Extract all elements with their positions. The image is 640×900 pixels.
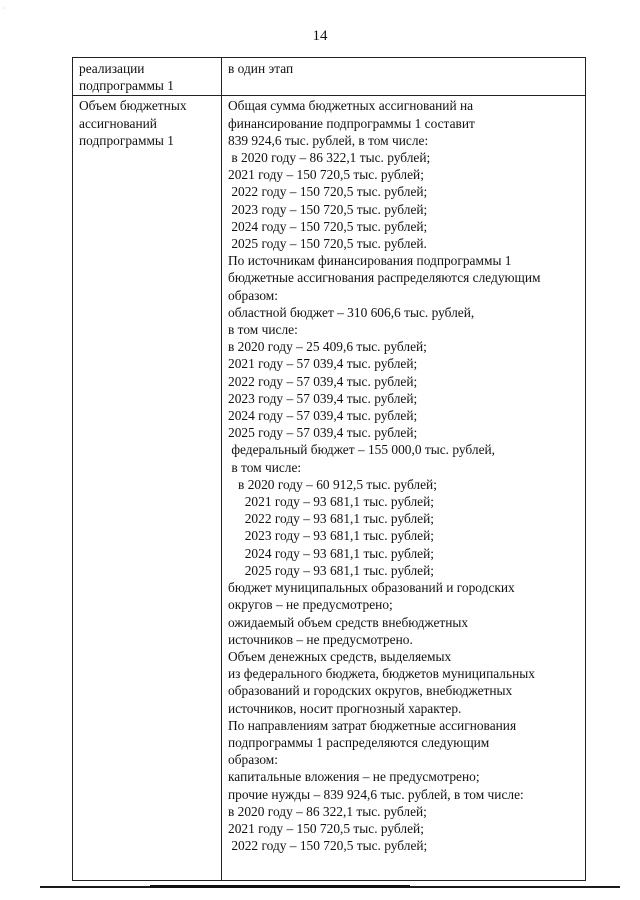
budget-line: в 2020 году – 60 912,5 тыс. рублей; (228, 476, 437, 492)
budget-line: 2024 году – 150 720,5 тыс. рублей; (228, 218, 428, 234)
budget-line: образом: (228, 287, 278, 303)
budget-line: в 2020 году – 25 409,6 тыс. рублей; (228, 339, 427, 355)
budget-line: бюджетные ассигнования распределяются следующим (228, 270, 541, 286)
row2-right-cell (222, 96, 586, 881)
budget-line: 2021 году – 150 720,5 тыс. рублей; (228, 820, 424, 836)
budget-line: областной бюджет – 310 606,6 тыс. рублей, (228, 304, 475, 320)
page-number: 14 (312, 28, 328, 44)
budget-line: Общая сумма бюджетных ассигнований на (228, 98, 474, 114)
row1-left-line: подпрограммы 1 (79, 78, 174, 94)
budget-line: 839 924,6 тыс. рублей, в том числе: (228, 132, 429, 148)
table-row-budget-volume (73, 96, 586, 881)
row2-left-cell (73, 96, 222, 881)
budget-line: 2023 году – 93 681,1 тыс. рублей; (228, 528, 434, 544)
budget-line: 2023 году – 150 720,5 тыс. рублей; (228, 201, 428, 217)
budget-line: капитальные вложения – не предусмотрено; (228, 769, 480, 785)
budget-line: 2025 году – 150 720,5 тыс. рублей. (228, 236, 427, 252)
row1-right-cell (222, 58, 586, 96)
budget-line: 2024 году – 93 681,1 тыс. рублей; (228, 545, 434, 561)
budget-line: 2023 году – 57 039,4 тыс. рублей; (228, 390, 418, 406)
row1-left-line: реализации (79, 61, 145, 76)
budget-line: 2021 году – 57 039,4 тыс. рублей; (228, 356, 418, 372)
budget-line: финансирование подпрограммы 1 составит (228, 115, 475, 131)
budget-line: бюджет муниципальных образований и городских (228, 580, 515, 596)
budget-line: в 2020 году – 86 322,1 тыс. рублей; (228, 803, 427, 819)
row2-left-line: подпрограммы 1 (79, 132, 174, 148)
footer-divider-thick (150, 885, 410, 888)
table-row-implementation (73, 58, 586, 96)
budget-line: 2021 году – 150 720,5 тыс. рублей; (228, 167, 424, 183)
budget-line: 2022 году – 57 039,4 тыс. рублей; (228, 373, 418, 389)
budget-line: По источникам финансирования подпрограммы 1 (228, 253, 512, 269)
budget-line: прочие нужды – 839 924,6 тыс. рублей, в том числе: (228, 786, 524, 802)
budget-line: образом: (228, 752, 278, 768)
row1-left-cell (73, 58, 222, 96)
budget-line: в том числе: (228, 322, 298, 338)
budget-line: в том числе: (228, 459, 302, 475)
budget-line: ожидаемый объем средств внебюджетных (228, 614, 469, 630)
budget-line: 2022 году – 93 681,1 тыс. рублей; (228, 511, 434, 527)
budget-line: подпрограммы 1 распределяются следующим (228, 734, 490, 750)
budget-line: образований и городских округов, внебюджетных (228, 683, 513, 699)
budget-line: 2024 году – 57 039,4 тыс. рублей; (228, 408, 418, 424)
row2-left-line: Объем бюджетных (79, 98, 187, 114)
budget-table (72, 57, 586, 881)
budget-line: Объем денежных средств, выделяемых (228, 648, 452, 664)
budget-line: 2021 году – 93 681,1 тыс. рублей; (228, 494, 434, 510)
budget-line: округов – не предусмотрено; (228, 597, 393, 613)
budget-line: источников – не предусмотрено. (228, 631, 413, 647)
budget-line: 2022 году – 150 720,5 тыс. рублей; (228, 184, 428, 200)
budget-line: 2025 году – 57 039,4 тыс. рублей; (228, 425, 418, 441)
row2-left-line: ассигнований (79, 115, 157, 131)
row1-right-line: в один этап (228, 61, 294, 76)
scan-artifact: · (2, 4, 5, 13)
budget-line: 2025 году – 93 681,1 тыс. рублей; (228, 562, 434, 578)
budget-line: 2022 году – 150 720,5 тыс. рублей; (228, 838, 428, 854)
budget-line: По направлениям затрат бюджетные ассигнования (228, 717, 517, 733)
budget-line: в 2020 году – 86 322,1 тыс. рублей; (228, 150, 431, 166)
budget-line: федеральный бюджет – 155 000,0 тыс. рублей, (228, 442, 496, 458)
budget-line: из федерального бюджета, бюджетов муниципальных (228, 666, 535, 682)
budget-line: источников, носит прогнозный характер. (228, 700, 462, 716)
